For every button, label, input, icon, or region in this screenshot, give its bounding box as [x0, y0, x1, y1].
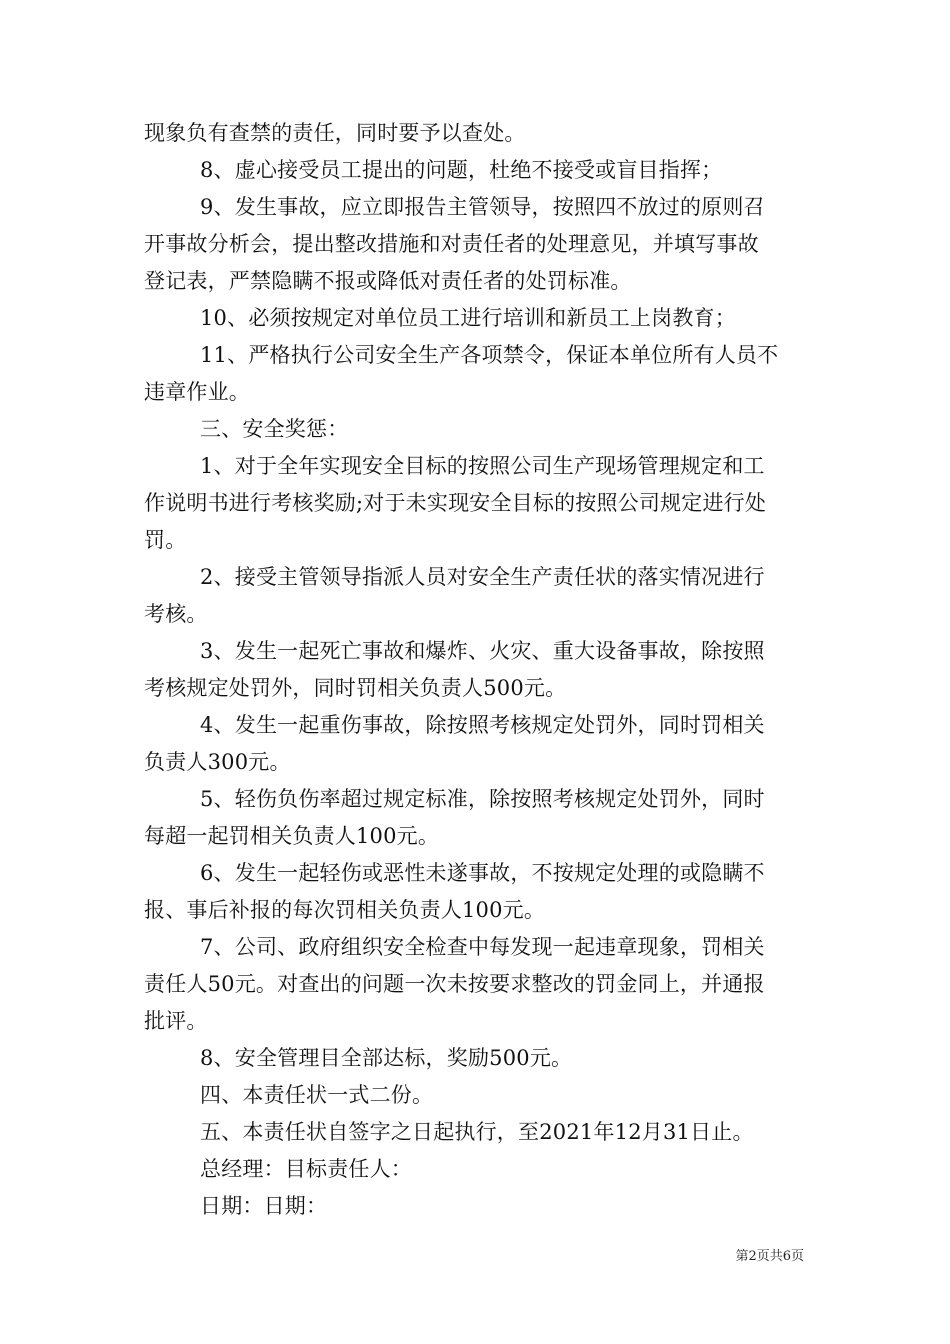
text-line: 1、对于全年实现安全目标的按照公司生产现场管理规定和工 [200, 454, 765, 478]
text-line: 5、轻伤负伤率超过规定标准，除按照考核规定处罚外，同时 [200, 787, 765, 811]
signature-line: 总经理：目标责任人： [200, 1157, 412, 1181]
text-line: 责任人50元。对查出的问题一次未按要求整改的罚金同上，并通报 [144, 972, 765, 996]
page-number: 第2页共6页 [735, 1249, 804, 1264]
text-line: 9、发生事故，应立即报告主管领导，按照四不放过的原则召 [200, 195, 765, 219]
text-line: 考核。 [144, 602, 208, 626]
text-line: 罚。 [144, 528, 187, 552]
text-line: 7、公司、政府组织安全检查中每发现一起违章现象，罚相关 [200, 935, 765, 959]
text-line: 每超一起罚相关负责人100元。 [144, 824, 440, 848]
text-line: 8、安全管理目全部达标，奖励500元。 [200, 1046, 573, 1070]
text-line: 作说明书进行考核奖励;对于未实现安全目标的按照公司规定进行处 [144, 491, 767, 515]
text-line: 负责人300元。 [144, 750, 291, 774]
text-line: 8、虚心接受员工提出的问题，杜绝不接受或盲目指挥； [200, 158, 723, 182]
text-line: 11、严格执行公司安全生产各项禁令，保证本单位所有人员不 [200, 343, 779, 367]
text-line: 报、事后补报的每次罚相关负责人100元。 [144, 898, 546, 922]
text-line: 4、发生一起重伤事故，除按照考核规定处罚外，同时罚相关 [200, 713, 765, 737]
text-line: 现象负有查禁的责任，同时要予以查处。 [144, 121, 526, 145]
date-line: 日期：日期： [200, 1194, 328, 1218]
section-heading: 四、本责任状一式二份。 [200, 1083, 434, 1107]
text-line: 3、发生一起死亡事故和爆炸、火灾、重大设备事故，除按照 [200, 639, 765, 663]
section-heading: 五、本责任状自签字之日起执行，至2021年12月31日止。 [200, 1120, 754, 1144]
text-line: 6、发生一起轻伤或恶性未遂事故，不按规定处理的或隐瞒不 [200, 861, 765, 885]
text-line: 2、接受主管领导指派人员对安全生产责任状的落实情况进行 [200, 565, 765, 589]
text-line: 违章作业。 [144, 380, 250, 404]
text-line: 开事故分析会，提出整改措施和对责任者的处理意见，并填写事故 [144, 232, 759, 256]
text-line: 登记表，严禁隐瞒不报或降低对责任者的处罚标准。 [144, 269, 632, 293]
text-line: 10、必须按规定对单位员工进行培训和新员工上岗教育； [200, 306, 736, 330]
text-line: 考核规定处罚外，同时罚相关负责人500元。 [144, 676, 567, 700]
document-body [144, 115, 808, 1225]
text-line: 批评。 [144, 1009, 208, 1033]
section-heading: 三、安全奖惩： [200, 417, 349, 441]
